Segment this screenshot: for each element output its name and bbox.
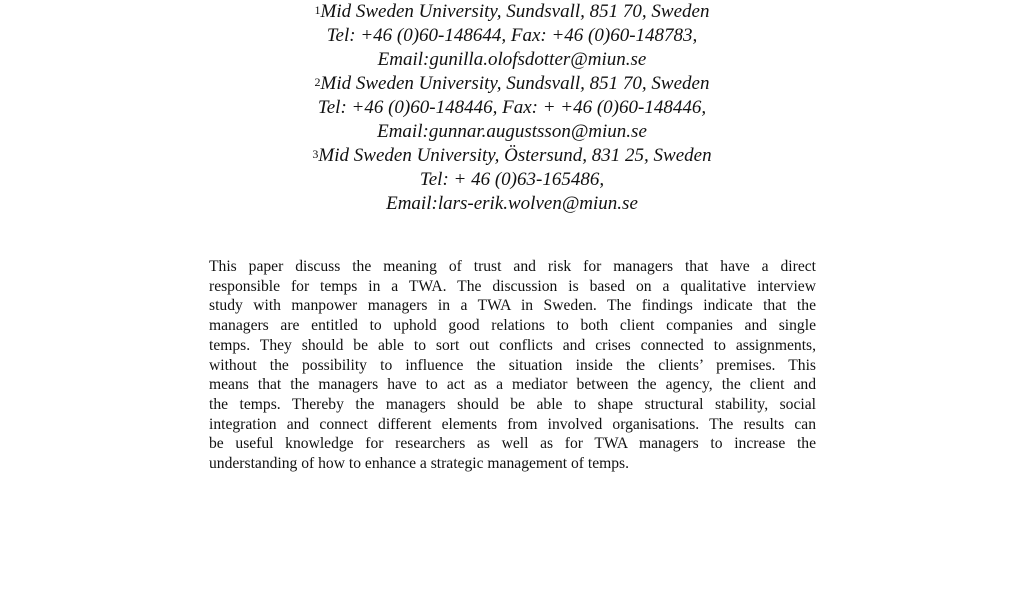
- affiliation-3-marker: 3: [312, 147, 319, 161]
- abstract-paragraph: [209, 257, 816, 474]
- abstract-line: responsible for temps in a TWA. The discussion is based on a qualitative interview: [209, 277, 816, 295]
- affiliation-1-email: Email:gunilla.olofsdotter@miun.se: [377, 49, 647, 70]
- abstract-line: without the possibility to influence the situation inside the clients’ premises. This: [209, 356, 816, 374]
- abstract-line: This paper discuss the meaning of trust and risk for managers that have a direct: [209, 258, 816, 275]
- abstract-line: the temps. Thereby the managers should be able to shape structural stability, social: [209, 395, 816, 413]
- affiliation-3-phone: Tel: + 46 (0)63-165486,: [419, 169, 605, 190]
- affiliation-1-phone: Tel: +46 (0)60-148644, Fax: +46 (0)60-148783,: [326, 25, 698, 46]
- author-affiliations: [212, 0, 812, 216]
- affiliation-2-marker: 2: [314, 75, 321, 89]
- affiliation-2-institution-text: Mid Sweden University, Sundsvall, 851 70, Sweden: [320, 73, 710, 94]
- abstract-line: study with manpower managers in a TWA in Sweden. The findings indicate that the: [209, 297, 816, 315]
- affiliation-1-institution: [212, 0, 812, 24]
- abstract-line: integration and connect different elements from involved organisations. The results can: [209, 415, 816, 433]
- affiliation-2-email: Email:gunnar.augustsson@miun.se: [377, 121, 647, 142]
- abstract-line: temps. They should be able to sort out conflicts and crises connected to assignments,: [209, 336, 816, 354]
- abstract-line: understanding of how to enhance a strategic management of temps.: [209, 455, 630, 473]
- abstract-line: means that the managers have to act as a mediator between the agency, the client and: [209, 376, 816, 394]
- affiliation-1-marker: 1: [314, 3, 321, 17]
- affiliation-1-institution-text: Mid Sweden University, Sundsvall, 851 70, Sweden: [320, 1, 710, 22]
- abstract-line: managers are entitled to uphold good relations to both client companies and single: [209, 317, 816, 335]
- abstract-line: be useful knowledge for researchers as well as for TWA managers to increase the: [209, 435, 816, 453]
- affiliation-2-institution: [212, 72, 812, 96]
- affiliation-2-phone: Tel: +46 (0)60-148446, Fax: + +46 (0)60-148446,: [317, 97, 707, 118]
- affiliation-3-email: Email:lars-erik.wolven@miun.se: [386, 193, 638, 214]
- affiliation-3-institution: [212, 144, 812, 168]
- affiliation-3-institution-text: Mid Sweden University, Östersund, 831 25, Sweden: [318, 145, 712, 166]
